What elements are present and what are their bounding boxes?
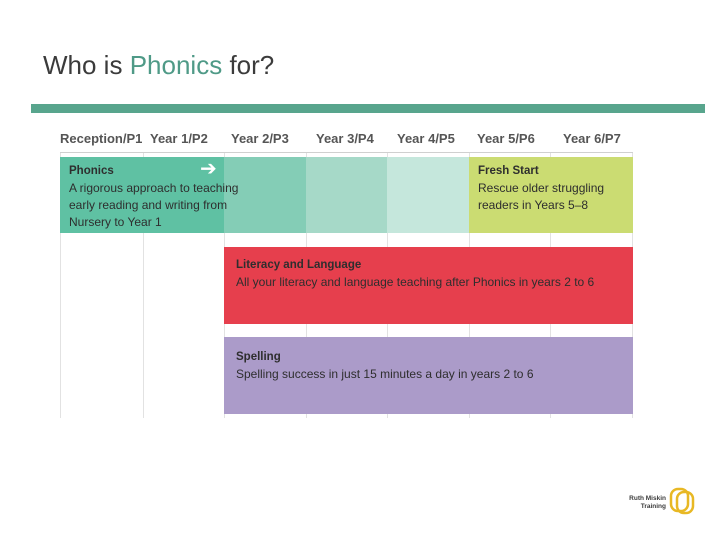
spelling-block: [224, 337, 633, 414]
title-accent: Phonics: [129, 50, 223, 80]
fresh-start-desc-line: Rescue older struggling: [478, 181, 605, 195]
fresh-start-title: Fresh Start: [478, 165, 539, 177]
phonics-text: [69, 163, 289, 233]
phonics-desc-line: A rigorous approach to teaching: [69, 181, 239, 195]
programme-diagram: [60, 128, 633, 418]
literacy-title: Literacy and Language: [236, 259, 362, 271]
fresh-start-desc-line: readers in Years 5–8: [478, 198, 589, 212]
title-divider: [31, 104, 705, 113]
literacy-language-block: [224, 247, 633, 324]
logo-text: [620, 495, 666, 511]
phonics-fade-year4: [387, 157, 469, 233]
year-header-row: [60, 128, 633, 152]
spelling-desc: Spelling success in just 15 minutes a day in years 2 to 6: [236, 367, 534, 381]
logo-line: Ruth Miskin: [629, 495, 666, 502]
ruth-miskin-logo: [620, 486, 696, 518]
literacy-desc: All your literacy and language teaching after Phonics in years 2 to 6: [236, 275, 595, 289]
year-label: Year 3/P4: [316, 131, 374, 146]
phonics-desc-line: Nursery to Year 1: [69, 215, 162, 229]
year-label: Year 1/P2: [150, 131, 208, 146]
spelling-title: Spelling: [236, 351, 281, 363]
phonics-title: Phonics: [69, 165, 114, 177]
logo-rings-icon: [668, 486, 696, 516]
arrow-right-icon: ➔: [200, 158, 217, 180]
year-label: Reception/P1: [60, 131, 143, 146]
year-label: Year 5/P6: [477, 131, 535, 146]
phonics-desc-line: early reading and writing from: [69, 198, 228, 212]
title-prefix: Who is: [43, 50, 123, 80]
year-label: Year 4/P5: [397, 131, 455, 146]
logo-line: Training: [640, 503, 666, 510]
fresh-start-block: [469, 157, 633, 233]
year-label: Year 2/P3: [231, 131, 289, 146]
year-label: Year 6/P7: [563, 131, 621, 146]
header-divider: [60, 152, 633, 153]
page-title: [43, 50, 274, 81]
phonics-fade-year3: [306, 157, 387, 233]
title-suffix: for?: [229, 50, 275, 80]
